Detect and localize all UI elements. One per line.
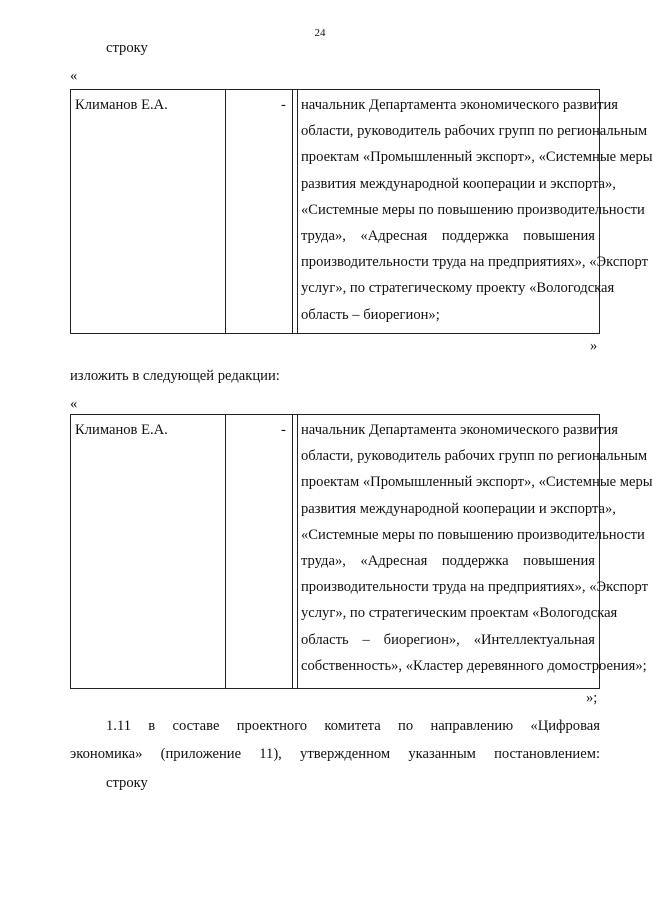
member-table-before xyxy=(70,89,653,334)
member-dash: - xyxy=(226,90,293,333)
open-quote: « xyxy=(70,68,78,84)
open-quote: « xyxy=(70,396,78,412)
replace-instruction: изложить в следующей редакции: xyxy=(70,368,280,384)
intro-label: строку xyxy=(106,40,148,56)
member-name: Климанов Е.А. xyxy=(71,415,226,688)
member-description xyxy=(297,415,653,688)
description-line: «Системные меры по повышению производительности xyxy=(301,526,645,543)
description-line: труда», «Адресная поддержка повышения xyxy=(301,552,595,569)
description-line: области, руководитель рабочих групп по региональным xyxy=(301,448,648,465)
description-line: проектам «Промышленный экспорт», «Системные меры xyxy=(301,474,653,491)
description-line: начальник Департамента экономического развития xyxy=(301,422,618,438)
intro-label: строку xyxy=(106,775,148,791)
description-line: развития международной кооперации и экспорта», xyxy=(301,500,616,517)
description-line: услуг», по стратегическому проекту «Вологодская xyxy=(301,280,615,297)
description-line: область – биорегион»; xyxy=(301,306,440,323)
description-line: область – биорегион», «Интеллектуальная xyxy=(301,631,595,648)
paragraph-1-11-line: экономика» (приложение 11), утвержденном указанным постановлением: xyxy=(70,746,600,762)
description-line: «Системные меры по повышению производительности xyxy=(301,201,645,218)
description-line: услуг», по стратегическим проектам «Вологодская xyxy=(301,605,618,622)
close-quote: »; xyxy=(586,690,598,706)
description-line: развития международной кооперации и экспорта», xyxy=(301,175,616,192)
paragraph-1-11-line: 1.11 в составе проектного комитета по направлению «Цифровая xyxy=(106,718,600,734)
page-number: 24 xyxy=(314,27,326,39)
member-name: Климанов Е.А. xyxy=(71,90,226,333)
member-table-after xyxy=(70,414,653,689)
member-dash: - xyxy=(226,415,293,688)
member-description xyxy=(297,90,653,333)
description-line: собственность», «Кластер деревянного домостроения»; xyxy=(301,657,647,674)
description-line: производительности труда на предприятиях», «Экспорт xyxy=(301,254,648,271)
description-line: производительности труда на предприятиях», «Экспорт xyxy=(301,579,648,596)
description-line: области, руководитель рабочих групп по региональным xyxy=(301,123,648,140)
description-line: проектам «Промышленный экспорт», «Системные меры xyxy=(301,149,653,166)
description-line: труда», «Адресная поддержка повышения xyxy=(301,227,595,244)
description-line: начальник Департамента экономического развития xyxy=(301,97,618,113)
close-quote: » xyxy=(590,338,598,354)
